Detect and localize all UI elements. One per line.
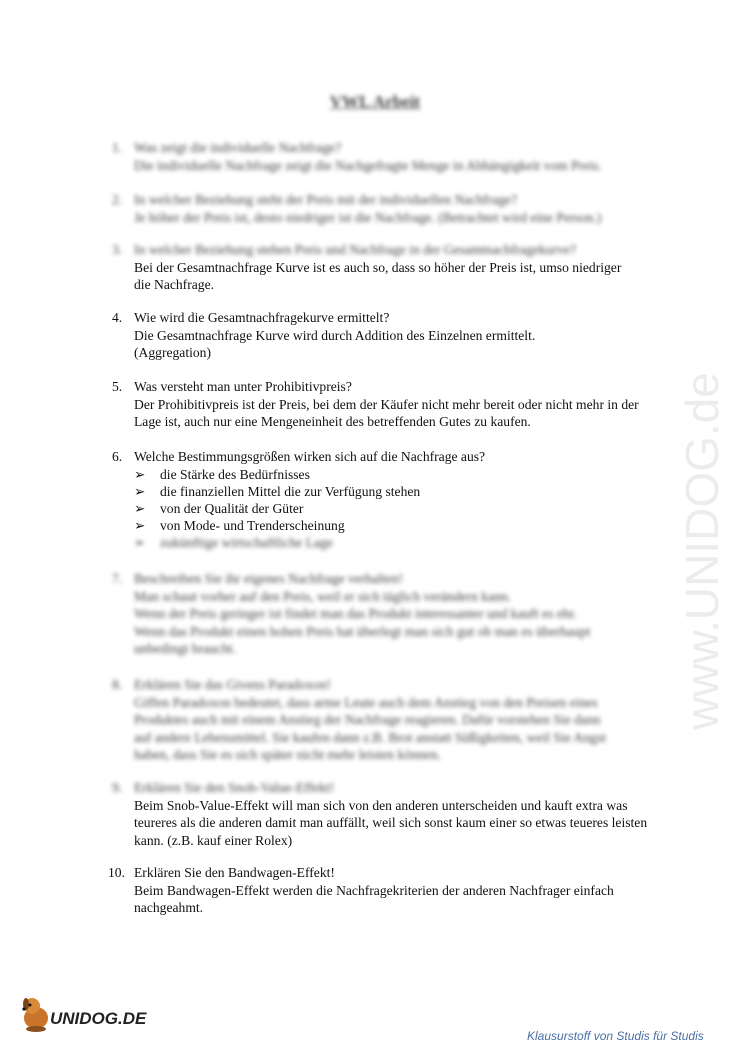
arrow-bullet-icon: ➢ [134, 483, 146, 499]
question-number: 7. [112, 571, 123, 586]
answer-text: Man schaut vorher auf den Preis, weil er sich täglich verändern kann. [134, 588, 512, 604]
question-6 [112, 448, 672, 551]
question-number: 1. [112, 140, 123, 155]
question-number: 3. [112, 242, 123, 257]
question-text: Wie wird die Gesamtnachfragekurve ermittelt? [134, 310, 390, 325]
list-item: ➢ die finanziellen Mittel die zur Verfügung stehen [134, 483, 421, 499]
question-1 [112, 139, 672, 174]
answer-text: Beim Snob-Value-Effekt will man sich von den anderen unterscheiden und kauft extra was teureres als die anderen damit man auffällt, weil sich sonst kaum einer so etwas teueres leisten kann. (z.B. kauf einer Rolex) [134, 797, 648, 848]
question-9 [112, 779, 672, 849]
answer-text: haben, dass Sie es sich später nicht mehr leisten können. [134, 747, 441, 762]
list-item: ➢ die Stärke des Bedürfnisses [134, 466, 310, 482]
dog-mascot-icon [22, 998, 48, 1032]
question-number: 6. [112, 449, 123, 464]
question-text: Was versteht man unter Prohibitivpreis? [134, 379, 352, 394]
answer-text: Wenn der Preis geringer ist findet man das Produkt interessanter und kauft es ehr. [134, 606, 577, 621]
question-number: 10. [108, 865, 125, 880]
list-item: ➢ zukünftige wirtschaftliche Lage [134, 534, 333, 550]
answer-text: Giffen Paradoxon bedeutet, dass arme Leute auch dem Anstieg von den Preisen eines [134, 694, 598, 710]
question-number: 9. [112, 780, 123, 795]
question-text: Beschreiben Sie ihr eigenes Nachfrage verhalten! [134, 571, 404, 586]
watermark-text: www.UNIDOG.de [676, 372, 728, 730]
question-2 [112, 191, 672, 226]
list-item: ➢ von Mode- und Trenderscheinung [134, 517, 345, 533]
question-text: Erklären Sie das Givens Paradoxon! [134, 677, 332, 692]
answer-text: (Aggregation) [134, 345, 212, 360]
question-number: 4. [112, 310, 123, 325]
question-text: Erklären Sie den Snob-Value-Effekt! [134, 780, 335, 795]
question-text: Welche Bestimmungsgrößen wirken sich auf die Nachfrage aus? [134, 449, 486, 464]
answer-text: Beim Bandwagen-Effekt werden die Nachfragekriterien der anderen Nachfrager einfach nachgeahmt. [134, 882, 614, 915]
logo-text: UNIDOG.DE [50, 1009, 147, 1028]
question-number: 2. [112, 192, 123, 207]
answer-text: Die individuelle Nachfrage zeigt die Nachgefragte Menge in Abhängigkeit vom Preis. [134, 157, 602, 173]
footer-tagline: Klausurstoff von Studis für Studis [527, 1029, 704, 1043]
question-text: In welcher Beziehung steht der Preis mit der individuellen Nachfrage? [134, 192, 518, 207]
answer-text: Bei der Gesamtnachfrage Kurve ist es auch so, dass so höher der Preis ist, umso niedriger die Nachfrage. [134, 259, 622, 292]
arrow-bullet-icon: ➢ [134, 466, 146, 482]
question-8 [112, 676, 672, 764]
question-4 [112, 309, 672, 362]
answer-text: unbedingt braucht. [134, 641, 236, 656]
question-number: 5. [112, 379, 123, 394]
question-10 [108, 864, 672, 917]
arrow-bullet-icon: ➢ [134, 517, 146, 533]
arrow-bullet-icon: ➢ [134, 534, 146, 550]
list-item: ➢ von der Qualität der Güter [134, 500, 304, 516]
document-title: VWL Arbeit [329, 92, 421, 111]
question-text: Erklären Sie den Bandwagen-Effekt! [134, 865, 335, 880]
answer-text: auf andere Lebensmittel. Sie kaufen dann z.B. Brot anstatt Süßigkeiten, weil Sie Angst [134, 729, 606, 745]
arrow-bullet-icon: ➢ [134, 500, 146, 516]
question-text: In welcher Beziehung stehen Preis und Nachfrage in der Gesamtnachfragekurve? [134, 242, 576, 257]
question-text: Was zeigt die individuelle Nachfrage? [134, 140, 342, 155]
question-3 [112, 241, 672, 294]
bullet-list [112, 466, 672, 551]
question-5 [112, 378, 672, 431]
unidog-logo [18, 992, 158, 1034]
answer-text: Wenn das Produkt einen hohen Preis hat überlegt man sich gut ob man es überhaupt [134, 623, 591, 639]
question-number: 8. [112, 677, 123, 692]
answer-text: Die Gesamtnachfrage Kurve wird durch Addition des Einzelnen ermittelt. [134, 327, 536, 343]
answer-text: Je höher der Preis ist, desto niedriger ist die Nachfrage. (Betrachtet wird eine Person.) [134, 209, 602, 225]
answer-text: Produktes auch mit einem Anstieg der Nachfrage reagieren. Dafür vorstehen Sie dann [134, 712, 601, 727]
watermark [660, 260, 740, 740]
answer-text: Der Prohibitivpreis ist der Preis, bei dem der Käufer nicht mehr bereit oder nicht mehr in der Lage ist, auch nur eine Mengeneinheit des betreffenden Gutes zu kaufen. [134, 396, 639, 429]
question-7 [112, 570, 672, 658]
